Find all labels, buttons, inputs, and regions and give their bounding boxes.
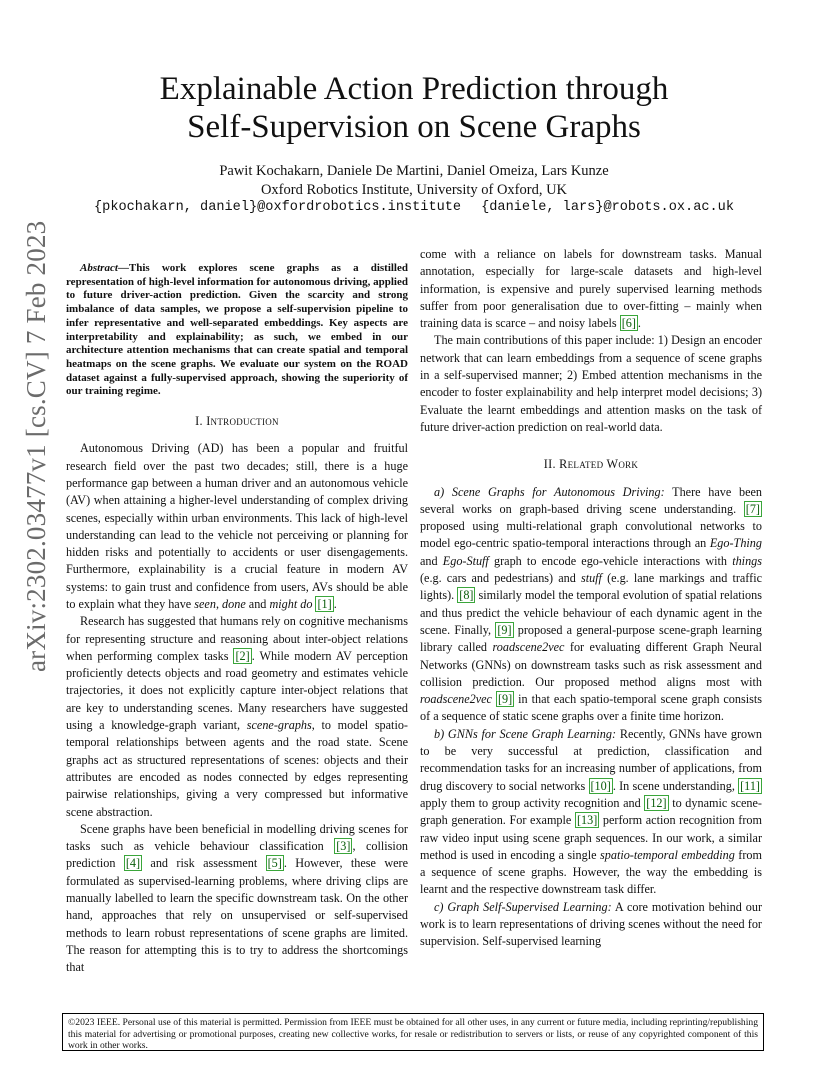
title-line-2: Self-Supervision on Scene Graphs bbox=[187, 109, 641, 145]
section-heading-introduction bbox=[66, 413, 408, 430]
citation-link[interactable]: [3] bbox=[336, 839, 351, 854]
subsection-heading: b) GNNs for Scene Graph Learning: bbox=[434, 726, 617, 741]
section-title: Related Work bbox=[559, 457, 639, 472]
section-title: Introduction bbox=[206, 414, 279, 429]
abstract-text: —This work explores scene graphs as a distilled representation of high-level information for autonomous driving, applied to future driver-action prediction. Given the scarcity and strong imbalance of data samples, we propose a self-supervision pipeline to infer representative and well-separated embeddings. Key aspects are interpretability and explainability; as such, we embed in our architecture attention mechanisms that can create spatial and temporal heatmaps on the scene graphs. We evaluate our system on the ROAD dataset against a fully-supervised approach, showing the superiority of our training regime. bbox=[66, 262, 408, 398]
email-group-2: {daniele, lars}@robots.ox.ac.uk bbox=[481, 200, 734, 215]
section-heading-related-work bbox=[420, 456, 762, 473]
contributions-paragraph: The main contributions of this paper include: 1) Design an encoder network that can learn embeddings from a sequence of scene graphs in a self-supervised manner; 2) Embed attention mechanisms in the encoder to foster explainability and help interpret model decisions; 3) Evaluate the learnt embeddings and attention masks on the task of future driver-action prediction on real-world data. bbox=[420, 333, 762, 434]
citation-link[interactable]: [1] bbox=[317, 597, 332, 611]
abstract-label: Abstract bbox=[80, 262, 118, 274]
subsection-heading: a) Scene Graphs for Autonomous Driving: bbox=[434, 484, 665, 499]
citation-link[interactable]: [6] bbox=[621, 316, 636, 331]
arxiv-identifier: arXiv:2302.03477v1 [cs.CV] 7 Feb 2023 bbox=[21, 220, 51, 672]
title-line-1: Explainable Action Prediction through bbox=[159, 71, 669, 107]
citation-link[interactable]: [4] bbox=[125, 856, 141, 871]
section-number: I. bbox=[195, 414, 207, 429]
copyright-notice: ©2023 IEEE. Personal use of this material is permitted. Permission from IEEE must be obtained for all other uses, in any current or future media, including reprinting/republishing this material for advertising or promotional purposes, creating new collective works, for resale or redistribution to servers or lists, or reuse of any copyrighted component of this work in other works. bbox=[62, 1013, 764, 1051]
intro-paragraph-3: Scene graphs have been beneficial in modelling driving scenes for tasks such as vehicle behaviour classification [3] , collision prediction [4] and risk assessment [5] . However, these were formulated as supervised-learning problems, where driving clips are manually labelled to learn the specific downstream task. On the other hand, approaches that rely on unsupervised or self-supervised methods to learn robust representations of scene graphs are limited. The reason for attempting this is to try to address the shortcomings that bbox=[66, 821, 409, 975]
related-paragraph-b: b) GNNs for Scene Graph Learning: Recently, GNNs have grown to be very successful at prediction, classification and recommendation tasks for an increasing number of applications, from drug discovery to social networks [10] . In scene understanding, [11] apply them to group activity recognition and [12] to dynamic scene-graph generation. For example [13] perform action recognition from raw video input using scene graph sequences. In our work, a similar method is used in encoding a single spatio-temporal embedding from a sequence of scene graphs. However, the way the embedding is learnt and the respective downstream task differ. bbox=[420, 726, 763, 897]
email-line bbox=[66, 200, 762, 215]
citation-link[interactable]: [2] bbox=[235, 648, 250, 663]
citation-link[interactable]: [10] bbox=[590, 778, 611, 793]
author-block bbox=[66, 162, 762, 200]
citation-link[interactable]: [8] bbox=[459, 588, 474, 603]
related-paragraph-a: a) Scene Graphs for Autonomous Driving: There have been several works on graph-based driving scene understanding. [7] proposed using multi-relational graph convolutional networks to model ego-centric spatio-temporal interactions through an Ego-Thing and Ego-Stuff graph to encode ego-vehicle interactions with things (e.g. cars and pedestrians) and stuff (e.g. lane markings and traffic lights). [8] similarly model the temporal evolution of spatial relations and thus predict the vehicle behaviour of each dynamic agent in the scene. Finally, [9] proposed a general-purpose scene-graph learning library called roadscene2vec for evaluating different Graph Neural Networks (GNNs) on downstream tasks such as risk assessment and collision prediction. Our proposed method aligns most with roadscene2vec [9] in that each spatio-temporal scene graph consists of a sequence of static scene graphs over a finite time horizon. bbox=[420, 484, 762, 724]
intro-continuation: come with a reliance on labels for downstream tasks. Manual annotation, especially for large-scale datasets and high-level information, is expensive and purely supervised learning methods suffer from poor generalisation due to over-fitting – mainly when training data is scarce – and noisy labels [6] . bbox=[420, 247, 762, 331]
related-paragraph-c: c) Graph Self-Supervised Learning: A core motivation behind our work is to learn representations of driving scenes without the need for supervision. Self-supervised learning bbox=[420, 899, 763, 949]
citation-link[interactable]: [9] bbox=[497, 692, 513, 707]
author-names: Pawit Kochakarn, Daniele De Martini, Daniel Omeiza, Lars Kunze bbox=[219, 163, 609, 179]
citation-link[interactable]: [5] bbox=[267, 856, 282, 871]
citation-link[interactable]: [13] bbox=[576, 813, 598, 828]
intro-paragraph-2: Research has suggested that humans rely on cognitive mechanisms for representing structure and reasoning about inter-object relations when performing complex tasks [2] . While modern AV perception proficiently detects objects and road geometry and estimates vehicle trajectories, it does not explicitly capture inter-object relations that are key to understanding scenes. Many researchers have suggested using a knowledge-graph variant, scene-graphs, to model spatio-temporal relationships between agents and the road state. Scene graphs act as structured representations of scenes: objects and their attributes are encoded as nodes connected by edges representing pairwise relationships, giving a very compressed but informative scene abstraction. bbox=[66, 614, 408, 819]
intro-paragraph-1: Autonomous Driving (AD) has been a popular and fruitful research field over the past two decades; still, there is a huge performance gap between a human driver and an autonomous vehicle (AV) when attaining a higher-level understanding of complex driving scenes, especially within urban environments. This lack of high-level understanding can lead to the vehicle not perceiving or planning for hidden risks and potentially to accidents or user disengagements. Furthermore, explainability is a crucial feature in modern AV systems: to gain trust and confidence from users, AVs should be able to explain what they have seen, done and might do [1] . bbox=[66, 441, 408, 611]
citation-link[interactable]: [7] bbox=[745, 501, 760, 516]
email-group-1: {pkochakarn, daniel}@oxfordrobotics.institute bbox=[94, 200, 462, 215]
right-column bbox=[420, 246, 762, 951]
affiliation: Oxford Robotics Institute, University of Oxford, UK bbox=[260, 182, 568, 198]
subsection-heading: c) Graph Self-Supervised Learning: bbox=[434, 899, 612, 914]
citation-link[interactable]: [11] bbox=[740, 778, 760, 793]
left-column bbox=[66, 262, 408, 977]
abstract bbox=[66, 262, 408, 399]
citation-link[interactable]: [12] bbox=[646, 795, 667, 810]
paper-title bbox=[100, 70, 728, 146]
citation-link[interactable]: [9] bbox=[497, 622, 512, 637]
section-number: II. bbox=[543, 457, 560, 472]
